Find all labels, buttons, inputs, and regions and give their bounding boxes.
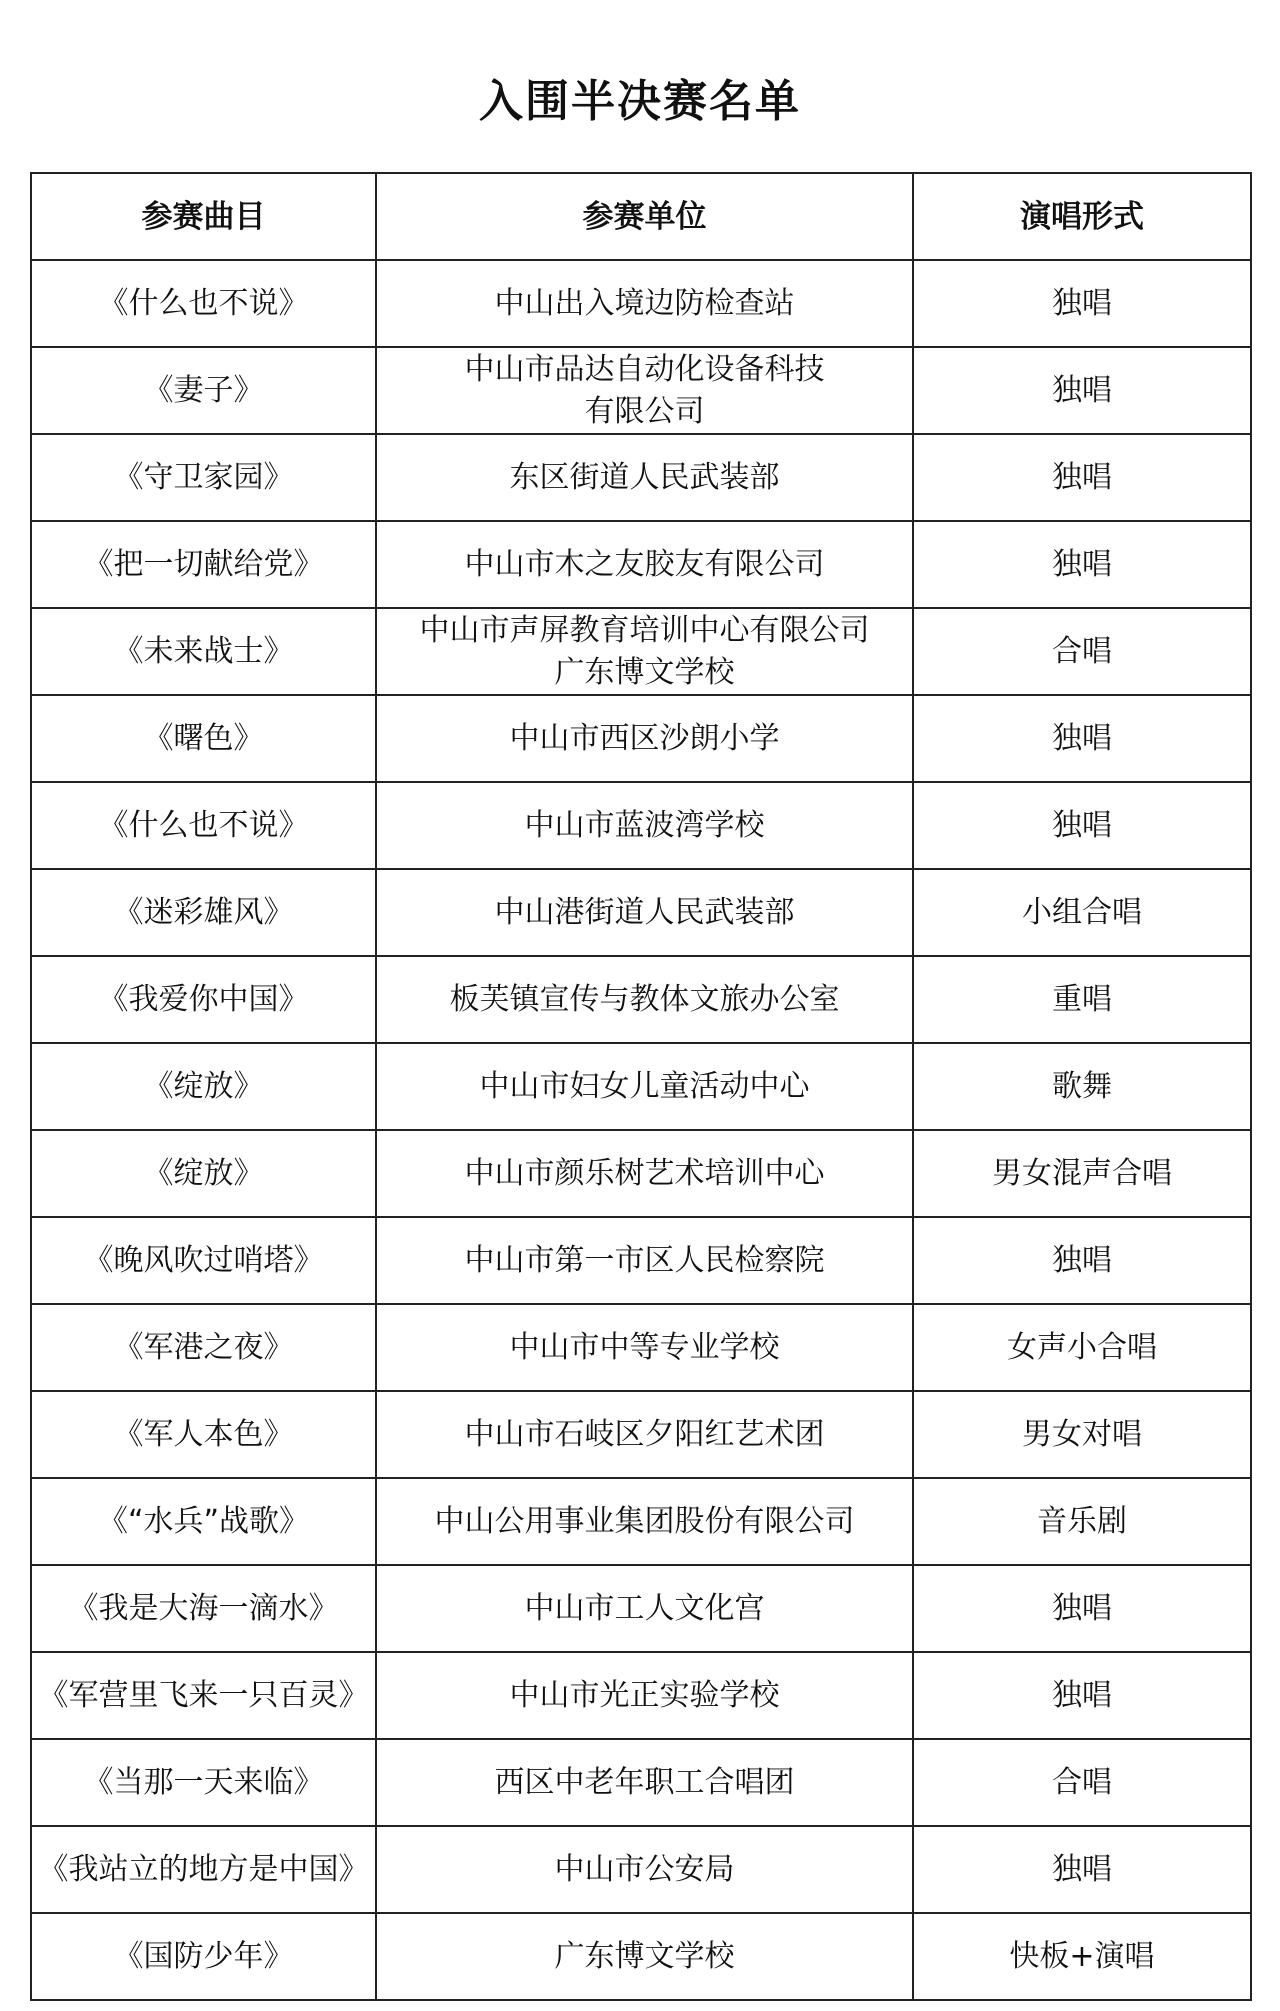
unit-line: 中山市品达自动化设备科技 [464,351,825,387]
unit-line: 有限公司 [584,393,705,429]
table-row [31,869,1251,956]
table-row [31,260,1251,347]
unit-line: 板芙镇宣传与教体文旅办公室 [449,981,840,1017]
unit-cell [376,1565,913,1652]
form-cell: 合唱 [913,1739,1251,1826]
unit-cell [376,869,913,956]
roster-body [31,260,1251,2000]
unit-line: 西区中老年职工合唱团 [494,1764,795,1800]
table-row [31,1478,1251,1565]
song-cell: 《妻子》 [31,347,376,434]
table-row [31,521,1251,608]
unit-line: 中山市颜乐树艺术培训中心 [464,1155,825,1191]
unit-cell [376,1913,913,2000]
form-cell: 小组合唱 [913,869,1251,956]
form-cell: 女声小合唱 [913,1304,1251,1391]
song-cell: 《“水兵”战歌》 [31,1478,376,1565]
song-cell: 《当那一天来临》 [31,1739,376,1826]
song-cell: 《什么也不说》 [31,260,376,347]
table-row [31,1043,1251,1130]
semifinal-roster-table [30,172,1252,2001]
song-cell: 《迷彩雄风》 [31,869,376,956]
table-row [31,434,1251,521]
page-title: 入围半决赛名单 [479,76,801,127]
song-cell: 《什么也不说》 [31,782,376,869]
table-row [31,1826,1251,1913]
form-cell: 快板+演唱 [913,1913,1251,2000]
table-row [31,782,1251,869]
unit-line: 中山港街道人民武装部 [494,894,795,930]
unit-cell [376,1217,913,1304]
form-cell: 歌舞 [913,1043,1251,1130]
table-row [31,347,1251,434]
unit-cell [376,1130,913,1217]
unit-cell [376,1739,913,1826]
form-cell: 音乐剧 [913,1478,1251,1565]
table-row [31,956,1251,1043]
unit-cell [376,1043,913,1130]
unit-line: 中山市木之友胶友有限公司 [464,546,825,582]
table-row [31,1739,1251,1826]
unit-line: 广东博文学校 [554,1938,735,1974]
unit-cell [376,347,913,434]
table-row [31,1304,1251,1391]
header-song: 参赛曲目 [31,173,376,260]
unit-line: 中山市石岐区夕阳红艺术团 [464,1416,825,1452]
unit-line: 广东博文学校 [554,654,735,690]
form-cell: 独唱 [913,1217,1251,1304]
table-row [31,1913,1251,2000]
unit-line: 中山市声屏教育培训中心有限公司 [419,612,870,648]
song-cell: 《国防少年》 [31,1913,376,2000]
form-cell: 独唱 [913,1565,1251,1652]
unit-line: 中山市工人文化宫 [524,1590,765,1626]
unit-line: 中山市蓝波湾学校 [524,807,765,843]
form-cell: 独唱 [913,434,1251,521]
form-cell: 独唱 [913,782,1251,869]
table-row [31,1652,1251,1739]
unit-line: 中山公用事业集团股份有限公司 [434,1503,855,1539]
unit-cell [376,695,913,782]
song-cell: 《曙色》 [31,695,376,782]
song-cell: 《绽放》 [31,1130,376,1217]
song-cell: 《我是大海一滴水》 [31,1565,376,1652]
form-cell: 独唱 [913,260,1251,347]
form-cell: 男女对唱 [913,1391,1251,1478]
form-cell: 独唱 [913,695,1251,782]
table-row [31,1130,1251,1217]
form-cell: 独唱 [913,1652,1251,1739]
song-cell: 《我爱你中国》 [31,956,376,1043]
unit-cell [376,260,913,347]
table-row [31,608,1251,695]
form-cell: 独唱 [913,521,1251,608]
table-row [31,1217,1251,1304]
header-form: 演唱形式 [913,173,1251,260]
table-row [31,1391,1251,1478]
form-cell: 合唱 [913,608,1251,695]
unit-cell [376,1478,913,1565]
unit-line: 中山市光正实验学校 [509,1677,780,1713]
song-cell: 《晚风吹过哨塔》 [31,1217,376,1304]
form-cell: 男女混声合唱 [913,1130,1251,1217]
unit-line: 中山市西区沙朗小学 [509,720,780,756]
unit-cell [376,1652,913,1739]
unit-line: 中山市公安局 [554,1851,735,1887]
unit-cell [376,1304,913,1391]
form-cell: 独唱 [913,1826,1251,1913]
unit-cell [376,1391,913,1478]
song-cell: 《把一切献给党》 [31,521,376,608]
unit-cell [376,608,913,695]
unit-cell [376,434,913,521]
unit-cell [376,782,913,869]
unit-line: 中山市中等专业学校 [509,1329,780,1365]
form-cell: 重唱 [913,956,1251,1043]
song-cell: 《我站立的地方是中国》 [31,1826,376,1913]
unit-line: 中山市妇女儿童活动中心 [479,1068,810,1104]
header-row [31,173,1251,260]
unit-line: 中山市第一市区人民检察院 [464,1242,825,1278]
song-cell: 《守卫家园》 [31,434,376,521]
song-cell: 《未来战士》 [31,608,376,695]
unit-cell [376,956,913,1043]
form-cell: 独唱 [913,347,1251,434]
table-row [31,1565,1251,1652]
unit-cell [376,521,913,608]
song-cell: 《绽放》 [31,1043,376,1130]
song-cell: 《军人本色》 [31,1391,376,1478]
unit-line: 中山出入境边防检查站 [494,285,795,321]
song-cell: 《军营里飞来一只百灵》 [31,1652,376,1739]
table-row [31,695,1251,782]
unit-cell [376,1826,913,1913]
unit-line: 东区街道人民武装部 [509,459,780,495]
header-unit: 参赛单位 [376,173,913,260]
song-cell: 《军港之夜》 [31,1304,376,1391]
